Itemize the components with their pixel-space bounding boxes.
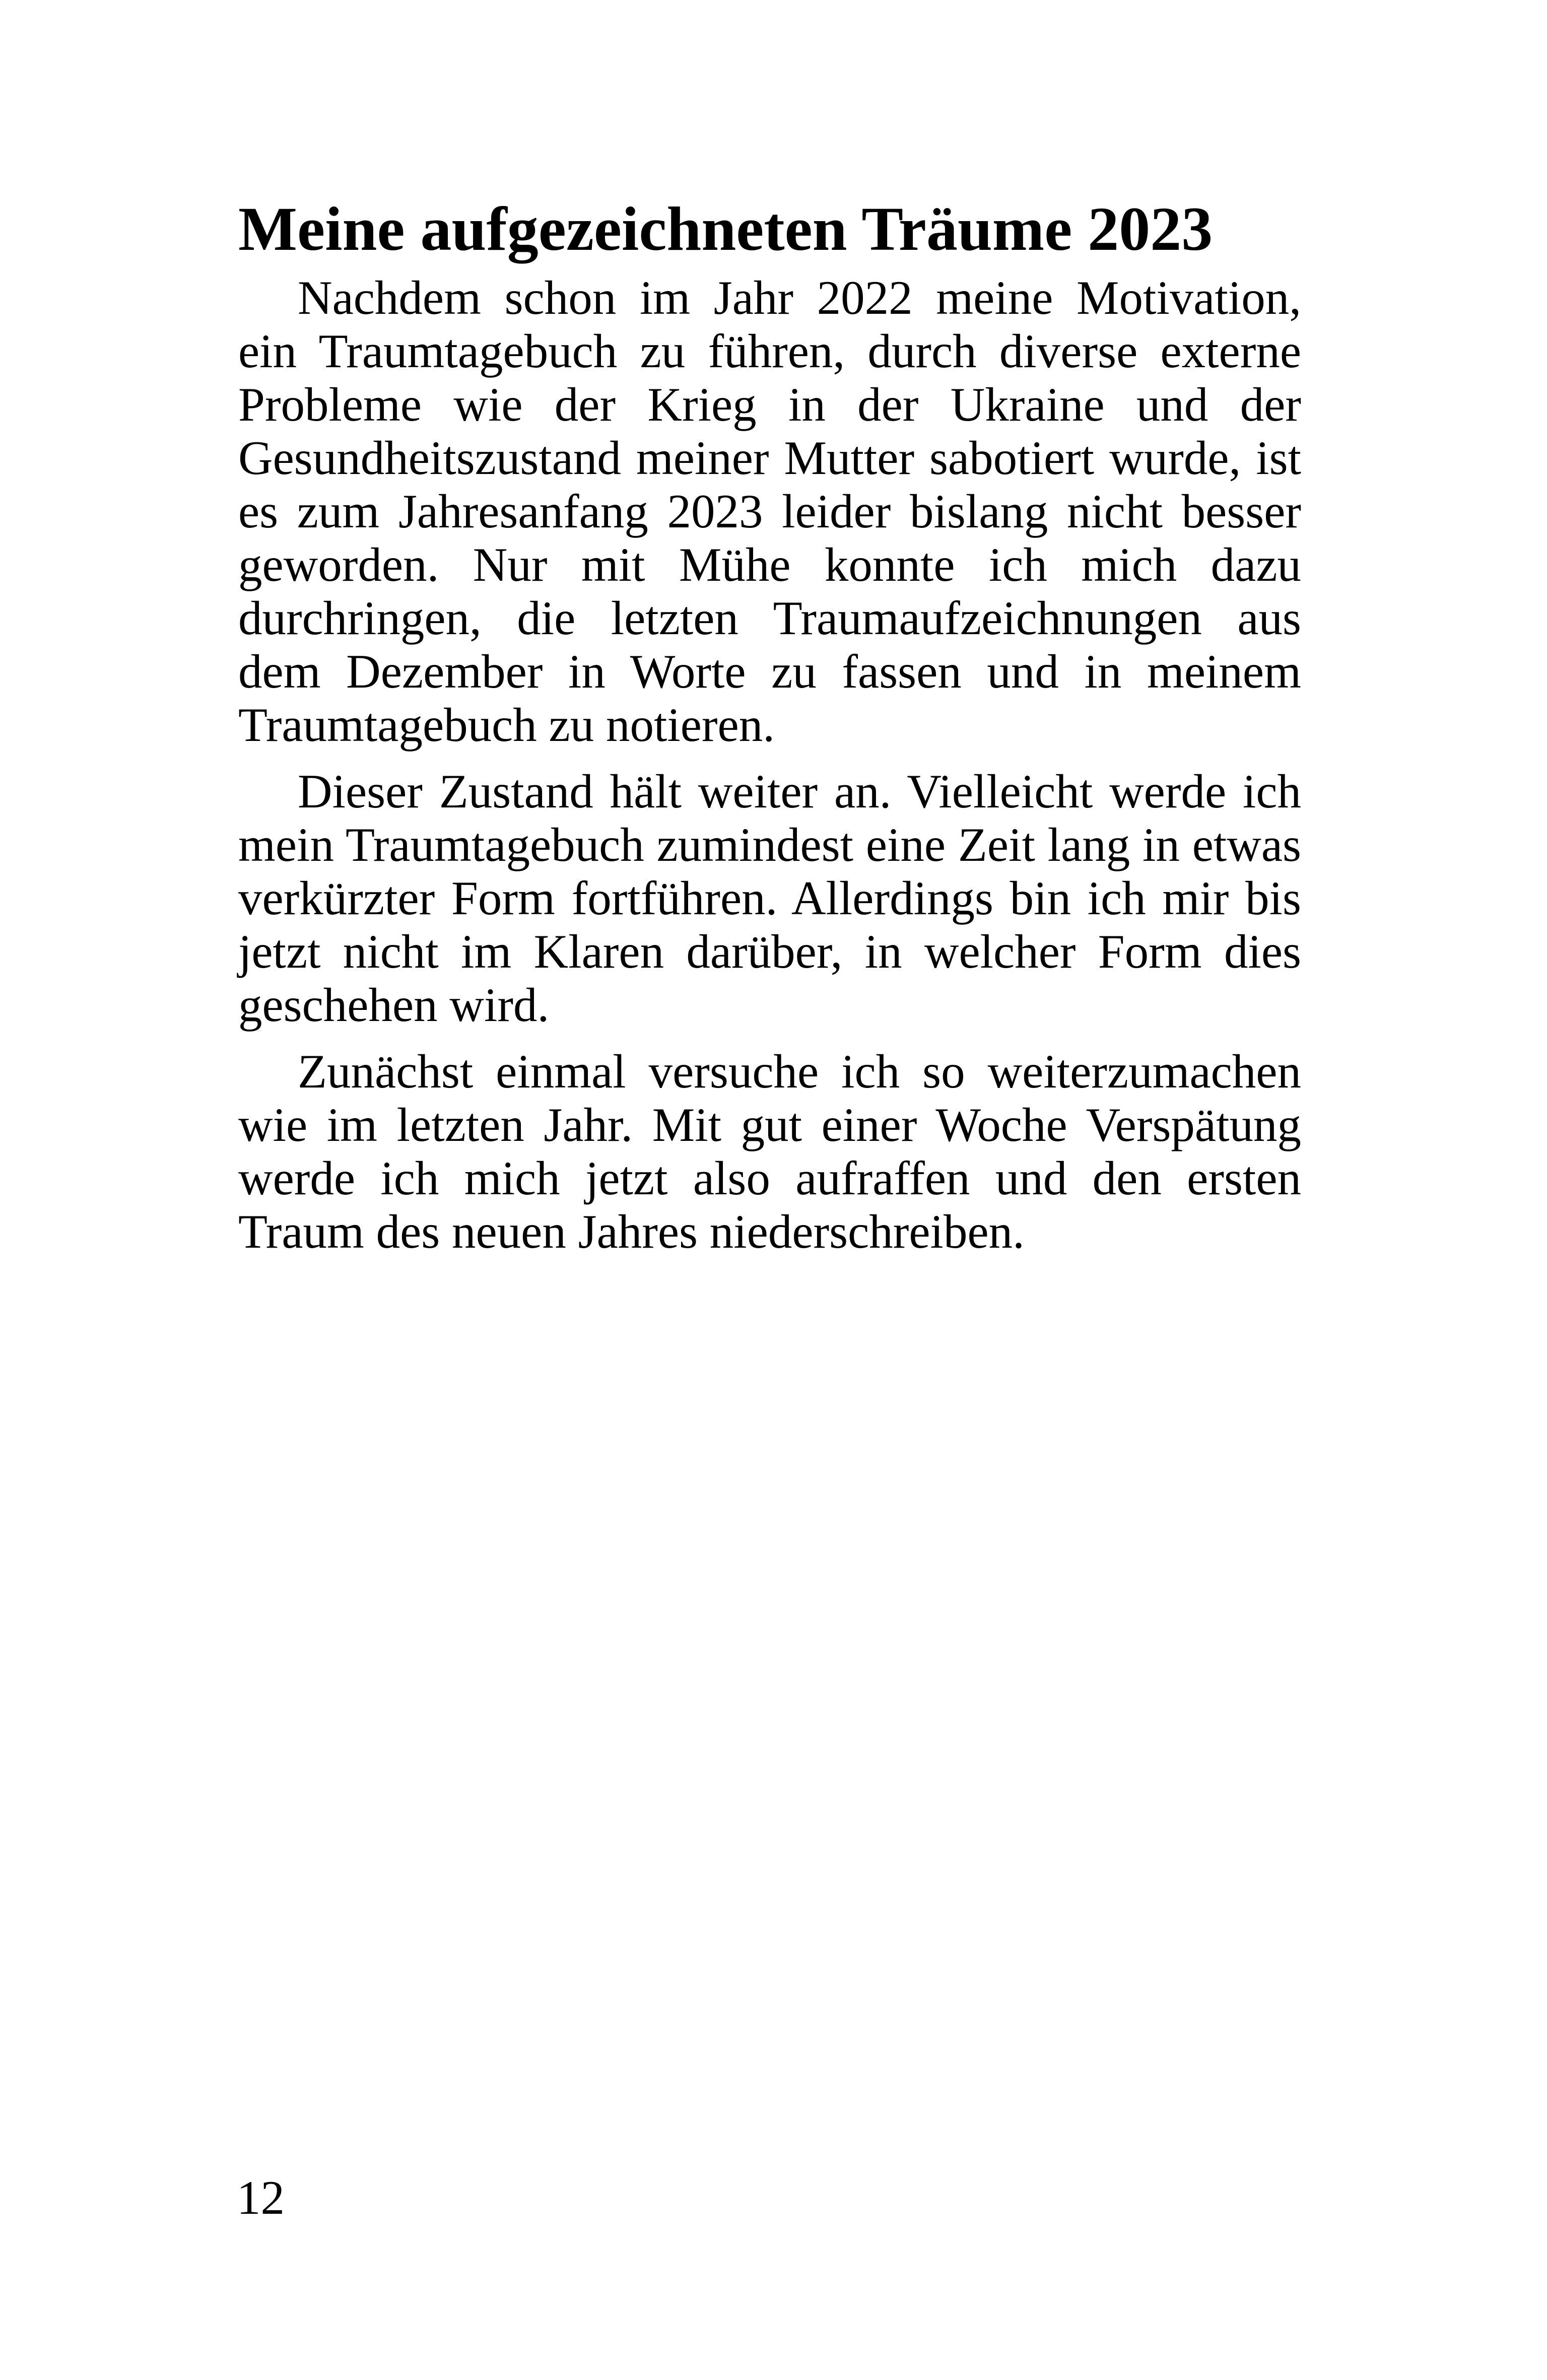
page-title: Meine aufgezeichneten Träume 2023	[238, 194, 1213, 263]
page-number: 12	[237, 2171, 285, 2224]
paragraph-3: Zunächst einmal versuche ich so weiterzumachen wie im letzten Jahr. Mit gut einer Woche Verspätung werde ich mich jetzt also aufraffen und den ersten Traum des neuen Jahres niederschreiben.	[238, 1045, 1301, 1258]
paragraph-2: Dieser Zustand hält weiter an. Vielleicht werde ich mein Traumtagebuch zumindest eine Zeit lang in etwas verkürzter Form fortführen. Allerdings bin ich mir bis jetzt nicht im Klaren darüber, in welcher Form dies geschehen wird.	[238, 765, 1301, 1032]
paragraph-1: Nachdem schon im Jahr 2022 meine Motivation, ein Traumtagebuch zu führen, durch diverse externe Probleme wie der Krieg in der Ukraine und der Gesundheitszustand meiner Mutter sabotiert wurde, ist es zum Jahresanfang 2023 leider bislang nicht besser geworden. Nur mit Mühe konnte ich mich dazu durchringen, die letzten Traumaufzeichnungen aus dem Dezember in Worte zu fassen und in meinem Traumtagebuch zu notieren.	[238, 271, 1301, 752]
text-block	[238, 191, 1301, 1271]
